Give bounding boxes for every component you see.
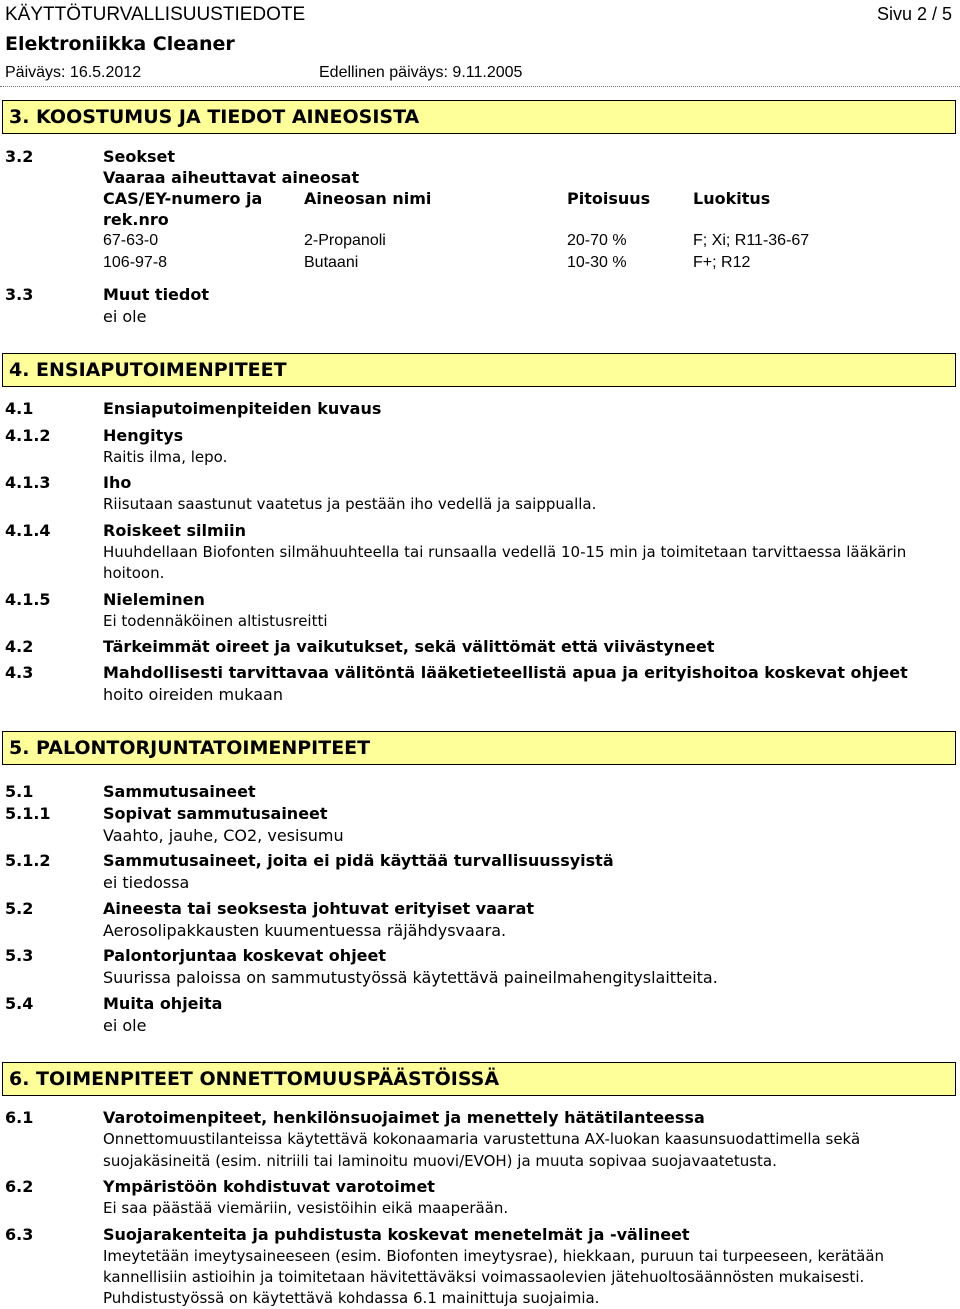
body-text: Aerosolipakkausten kuumentuessa räjähdysvaara. (103, 921, 507, 940)
body-text: kannellisiin astioihin ja toimitetaan hävitettäväksi voimassaolevien jätehuoltosäännösten mukaisesti. (103, 1268, 865, 1286)
table-cell: 10-30 % (567, 254, 627, 271)
section-number: 6.1 (5, 1108, 34, 1127)
body-text: hoito oireiden mukaan (103, 685, 283, 704)
section-number: 3.3 (5, 285, 34, 304)
subsection-heading: Roiskeet silmiin (103, 521, 246, 540)
section-number: 6.2 (5, 1177, 34, 1196)
table-header-concentration: Pitoisuus (567, 189, 651, 208)
body-text: Huuhdellaan Biofonten silmähuuhteella tai runsaalla vedellä 10-15 min ja toimitetaan tarvittaessa lääkärin (103, 543, 907, 561)
subsection-heading: Tärkeimmät oireet ja vaikutukset, sekä välittömät että viivästyneet (103, 637, 715, 656)
table-cell: F; Xi; R11-36-67 (693, 232, 810, 249)
section-number: 4.1.5 (5, 590, 51, 609)
section-5-header: 5. PALONTORJUNTATOIMENPITEET (2, 731, 956, 765)
body-text: ei ole (103, 307, 147, 326)
body-text: ei tiedossa (103, 873, 190, 892)
issue-date: Päiväys: 16.5.2012 (5, 64, 142, 81)
subsection-heading: Aineesta tai seoksesta johtuvat erityiset vaarat (103, 899, 535, 918)
body-text: Vaahto, jauhe, CO2, vesisumu (103, 826, 344, 845)
page-number: Sivu 2 / 5 (876, 4, 952, 24)
header-divider (0, 86, 960, 87)
body-text: Onnettomuustilanteissa käytettävä kokonaamaria varustettuna AX-luokan kaasunsuodattimella sekä (103, 1130, 861, 1148)
body-text: suojakäsineitä (esim. nitriili tai laminoitu muovi/EVOH) ja muuta sopivaa suojavaatetusta. (103, 1152, 777, 1170)
section-number: 6.3 (5, 1225, 34, 1244)
section-number: 4.1.2 (5, 426, 51, 445)
subsection-heading: Mahdollisesti tarvittavaa välitöntä lääketieteellistä apua ja erityishoitoa koskevat ohjeet (103, 663, 908, 682)
product-name: Elektroniikka Cleaner (5, 33, 235, 55)
subsection-heading: Vaaraa aiheuttavat aineosat (103, 168, 360, 187)
subsection-heading: Nieleminen (103, 590, 205, 609)
section-number: 5.2 (5, 899, 34, 918)
subsection-heading: Seokset (103, 147, 176, 166)
subsection-heading: Sammutusaineet (103, 782, 256, 801)
subsection-heading: Varotoimenpiteet, henkilönsuojaimet ja menettely hätätilanteessa (103, 1108, 705, 1127)
table-cell: Butaani (304, 254, 359, 271)
body-text: Raitis ilma, lepo. (103, 448, 228, 466)
table-header-cas: rek.nro (103, 210, 169, 229)
previous-date: Edellinen päiväys: 9.11.2005 (319, 64, 523, 81)
section-4-header: 4. ENSIAPUTOIMENPITEET (2, 353, 956, 387)
body-text: Riisutaan saastunut vaatetus ja pestään iho vedellä ja saippualla. (103, 495, 597, 513)
section-number: 4.3 (5, 663, 34, 682)
table-cell: F+; R12 (693, 254, 751, 271)
table-cell: 67-63-0 (103, 232, 159, 249)
subsection-heading: Muut tiedot (103, 285, 209, 304)
body-text: Imeytetään imeytysaineeseen (esim. Biofonten imeytysrae), hiekkaan, puruun tai turpeeseen, kerätään (103, 1247, 885, 1265)
subsection-heading: Ympäristöön kohdistuvat varotoimet (103, 1177, 435, 1196)
subsection-heading: Iho (103, 473, 132, 492)
body-text: Ei todennäköinen altistusreitti (103, 612, 328, 630)
subsection-heading: Suojarakenteita ja puhdistusta koskevat menetelmät ja -välineet (103, 1225, 690, 1244)
section-number: 5.1.1 (5, 804, 51, 823)
section-6-header: 6. TOIMENPITEET ONNETTOMUUSPÄÄSTÖISSÄ (2, 1062, 956, 1096)
section-3-header: 3. KOOSTUMUS JA TIEDOT AINEOSISTA (2, 100, 956, 134)
table-header-name: Aineosan nimi (304, 189, 432, 208)
body-text: Puhdistustyössä on käytettävä kohdassa 6.1 mainittuja suojaimia. (103, 1289, 600, 1307)
table-header-cas: CAS/EY-numero ja (103, 189, 263, 208)
subsection-heading: Muita ohjeita (103, 994, 223, 1013)
body-text: hoitoon. (103, 564, 165, 582)
subsection-heading: Sopivat sammutusaineet (103, 804, 328, 823)
table-cell: 2-Propanoli (304, 232, 386, 249)
table-cell: 106-97-8 (103, 254, 168, 271)
body-text: ei ole (103, 1016, 147, 1035)
subsection-heading: Palontorjuntaa koskevat ohjeet (103, 946, 387, 965)
section-number: 5.1.2 (5, 851, 51, 870)
body-text: Ei saa päästää viemäriin, vesistöihin eikä maaperään. (103, 1199, 509, 1217)
section-number: 3.2 (5, 147, 34, 166)
subsection-heading: Sammutusaineet, joita ei pidä käyttää turvallisuussyistä (103, 851, 614, 870)
section-number: 4.1 (5, 399, 34, 418)
section-number: 4.1.3 (5, 473, 51, 492)
section-number: 5.4 (5, 994, 34, 1013)
subsection-heading: Hengitys (103, 426, 184, 445)
table-header-classification: Luokitus (693, 189, 771, 208)
section-number: 5.1 (5, 782, 34, 801)
section-number: 4.2 (5, 637, 34, 656)
subsection-heading: Ensiaputoimenpiteiden kuvaus (103, 399, 382, 418)
body-text: Suurissa paloissa on sammutustyössä käytettävä paineilmahengityslaitteita. (103, 968, 718, 987)
section-number: 4.1.4 (5, 521, 51, 540)
table-cell: 20-70 % (567, 232, 627, 249)
section-number: 5.3 (5, 946, 34, 965)
document-title: KÄYTTÖTURVALLISUUSTIEDOTE (5, 4, 306, 25)
